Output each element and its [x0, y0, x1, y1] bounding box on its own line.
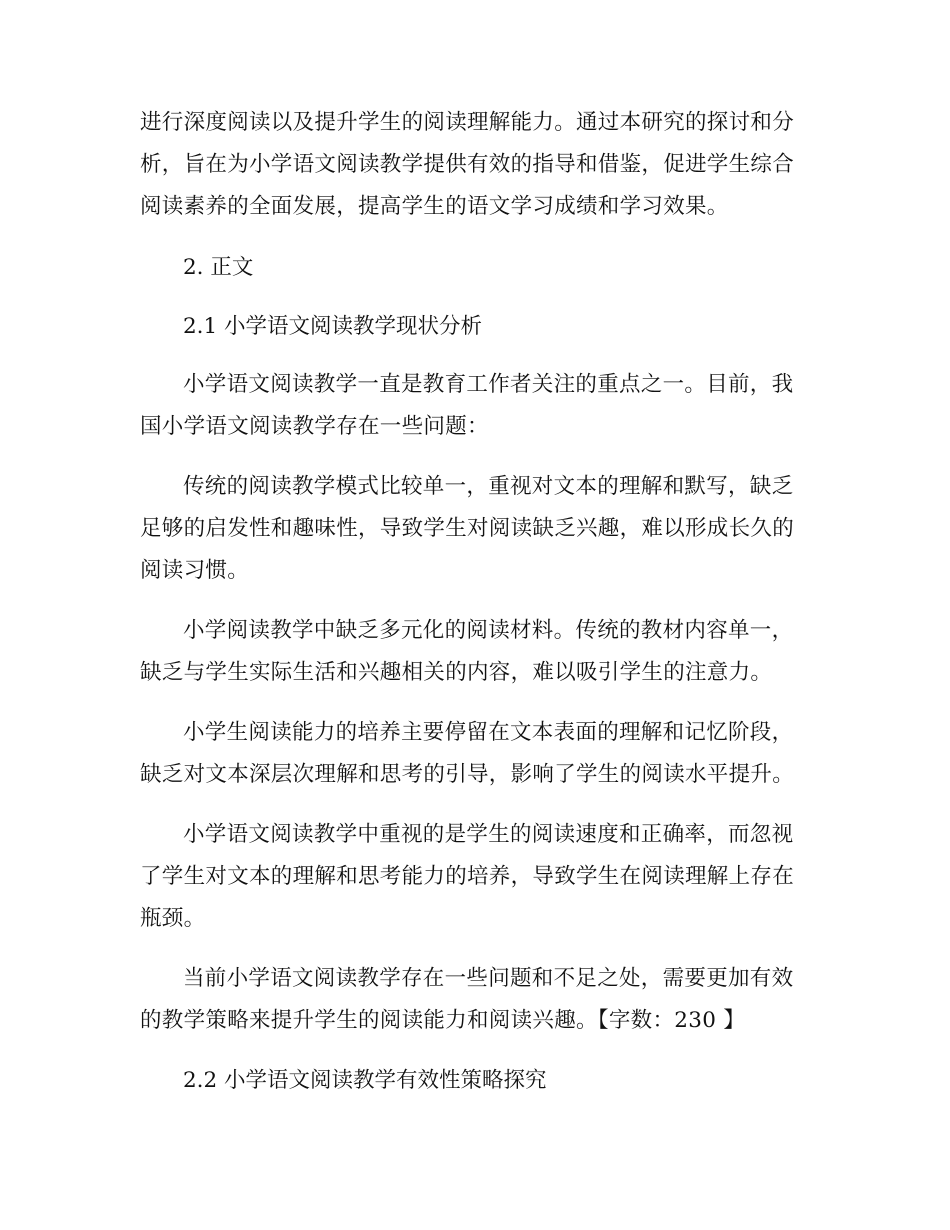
- subsection-heading-status-analysis: 2.1 小学语文阅读教学现状分析: [183, 314, 483, 339]
- paragraph-reading-ability: 小学生阅读能力的培养主要停留在文本表面的理解和记忆阶段，缺乏对文本深层次理解和思考的引导，影响了学生的阅读水平提升。: [140, 720, 795, 787]
- paragraph-intro-continuation: 进行深度阅读以及提升学生的阅读理解能力。通过本研究的探讨和分析，旨在为小学语文阅读教学提供有效的指导和借鉴，促进学生综合阅读素养的全面发展，提高学生的语文学习成绩和学习效果。: [140, 110, 795, 219]
- section-heading-main-body: 2. 正文: [183, 255, 254, 280]
- paragraph-reading-materials: 小学阅读教学中缺乏多元化的阅读材料。传统的教材内容单一，缺乏与学生实际生活和兴趣相关的内容，难以吸引学生的注意力。: [140, 618, 794, 685]
- paragraph-status-intro: 小学语文阅读教学一直是教育工作者关注的重点之一。目前，我国小学语文阅读教学存在一些问题：: [140, 372, 794, 439]
- paragraph-speed-accuracy: 小学语文阅读教学中重视的是学生的阅读速度和正确率，而忽视了学生对文本的理解和思考能力的培养，导致学生在阅读理解上存在瓶颈。: [140, 822, 795, 931]
- subsection-heading-strategies: 2.2 小学语文阅读教学有效性策略探究: [183, 1068, 547, 1093]
- paragraph-summary: 当前小学语文阅读教学存在一些问题和不足之处，需要更加有效的教学策略来提升学生的阅读能力和阅读兴趣。【字数：230 】: [140, 966, 794, 1033]
- paragraph-traditional-mode: 传统的阅读教学模式比较单一，重视对文本的理解和默写，缺乏足够的启发性和趣味性，导致学生对阅读缺乏兴趣，难以形成长久的阅读习惯。: [140, 474, 795, 583]
